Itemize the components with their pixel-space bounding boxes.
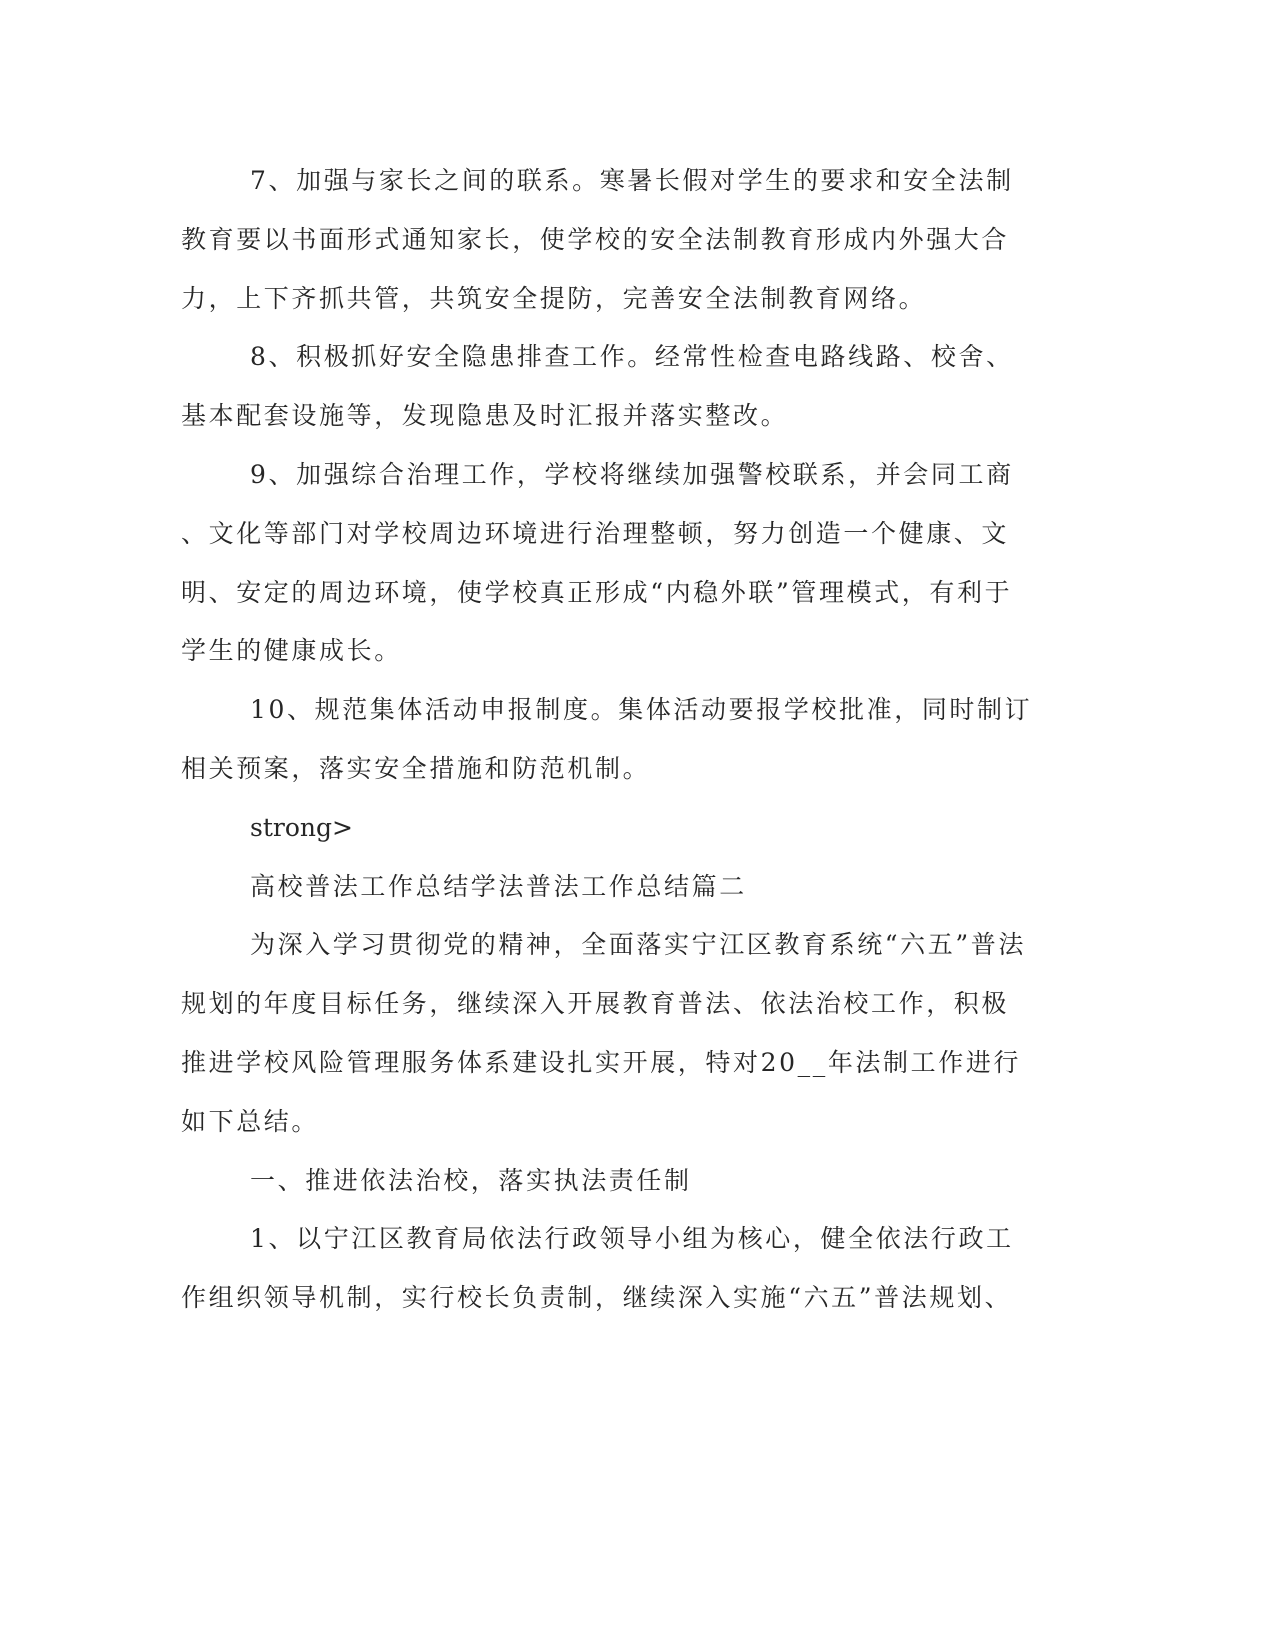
- text-line: 推进学校风险管理服务体系建设扎实开展，特对20__年法制工作进行: [181, 1047, 1022, 1077]
- text-line: 基本配套设施等，发现隐患及时汇报并落实整改。: [181, 401, 789, 431]
- text-line: 规划的年度目标任务，继续深入开展教育普法、依法治校工作，积极: [181, 989, 1010, 1019]
- text-line: 7、加强与家长之间的联系。寒暑长假对学生的要求和安全法制: [250, 166, 1014, 195]
- stray-markup-text: strong>: [250, 812, 353, 842]
- text-line: 明、安定的周边环境，使学校真正形成“内稳外联”管理模式，有利于: [181, 577, 1013, 607]
- text-line: 为深入学习贯彻党的精神，全面落实宁江区教育系统“六五”普法: [250, 930, 1026, 960]
- text-line: 1、以宁江区教育局依法行政领导小组为核心，健全依法行政工: [250, 1224, 1014, 1254]
- text-line: 10、规范集体活动申报制度。集体活动要报学校批准，同时制订: [250, 695, 1033, 725]
- text-line: 相关预案，落实安全措施和防范机制。: [181, 753, 651, 783]
- text-line: 学生的健康成长。: [181, 636, 402, 666]
- text-line: 8、积极抓好安全隐患排查工作。经常性检查电路线路、校舍、: [250, 342, 1014, 372]
- text-line: 作组织领导机制，实行校长负责制，继续深入实施“六五”普法规划、: [181, 1283, 1013, 1313]
- text-line: 力，上下齐抓共管，共筑安全提防，完善安全法制教育网络。: [181, 283, 927, 313]
- text-line: 教育要以书面形式通知家长，使学校的安全法制教育形成内外强大合: [181, 224, 1010, 254]
- subsection-heading: 一、推进依法治校，落实执法责任制: [250, 1165, 692, 1195]
- section-heading: 高校普法工作总结学法普法工作总结篇二: [250, 871, 747, 901]
- text-line: 9、加强综合治理工作，学校将继续加强警校联系，并会同工商: [250, 459, 1014, 489]
- text-line: 、文化等部门对学校周边环境进行治理整顿，努力创造一个健康、文: [181, 518, 1010, 548]
- document-body: [181, 152, 1051, 1328]
- text-line: 如下总结。: [181, 1106, 320, 1136]
